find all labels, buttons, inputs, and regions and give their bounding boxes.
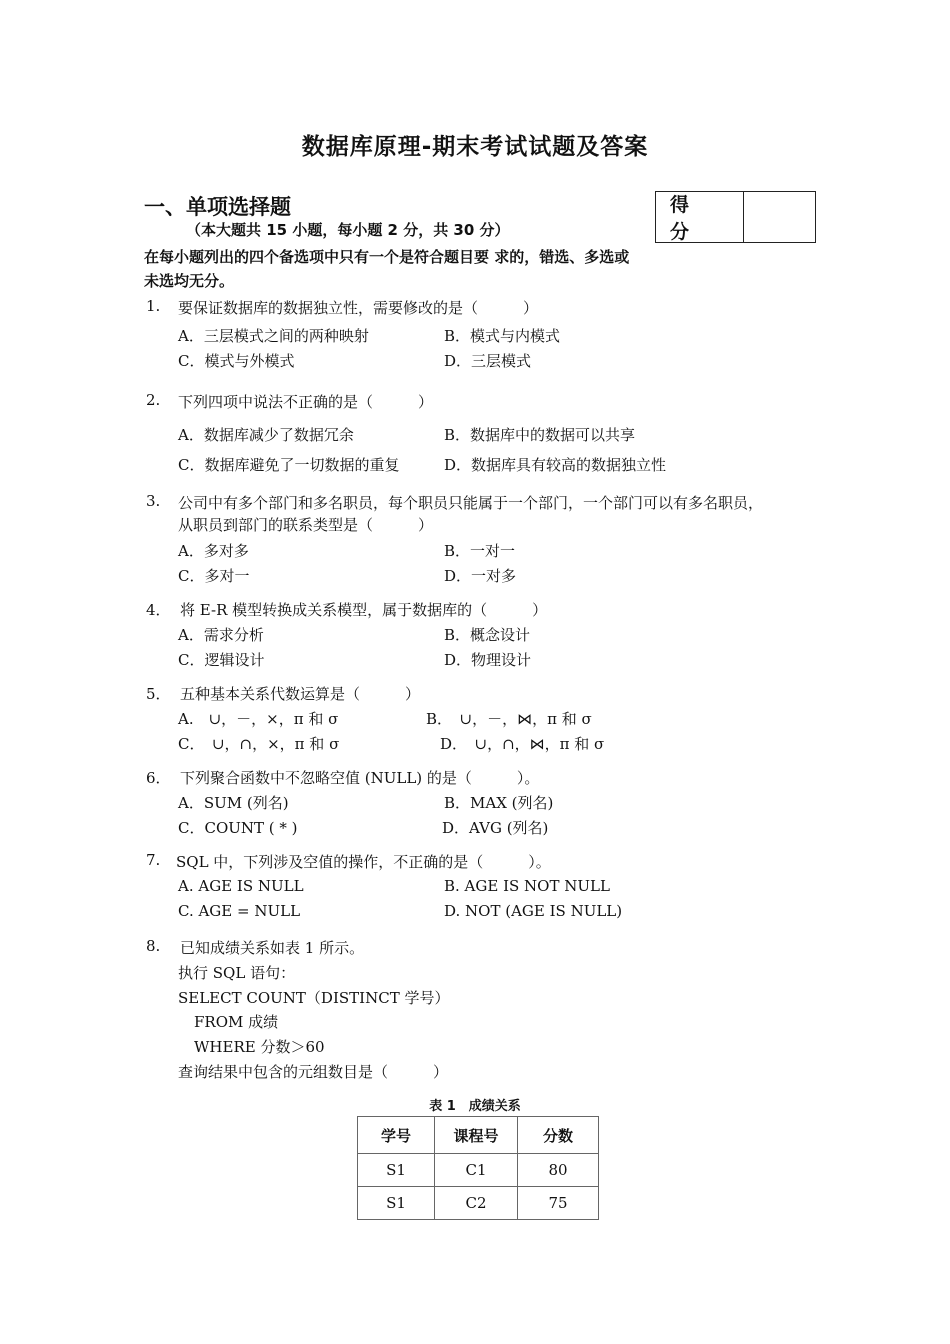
option-a: A. AGE IS NULL (178, 877, 304, 895)
score-label: 得分 (656, 192, 744, 242)
option-c: C．多对一 (178, 567, 250, 585)
section-instruction: 在每小题列出的四个备选项中只有一个是符合题目要 求的，错选、多选或未选均无分。 (144, 248, 630, 290)
option-c: C. AGE = NULL (178, 902, 301, 920)
question-number: 5． (146, 685, 171, 703)
question-stem-cont: 查询结果中包含的元组数目是（ ） (178, 1063, 449, 1081)
question-stem: 下列四项中说法不正确的是（ ） (178, 393, 434, 411)
table-caption: 表 1 成绩关系 (429, 1099, 521, 1114)
sql-line: WHERE 分数＞60 (194, 1038, 325, 1056)
table-header-row (358, 1117, 599, 1154)
question-number: 4． (146, 601, 171, 619)
table-header-cell: 分数 (518, 1117, 599, 1154)
option-d: D．物理设计 (444, 651, 532, 669)
option-d: D. NOT (AGE IS NULL) (444, 902, 623, 920)
option-d: D．AVG (列名) (442, 819, 549, 837)
question-number: 6． (146, 769, 171, 787)
option-a: A．SUM (列名) (178, 794, 289, 812)
question-stem-cont: 从职员到部门的联系类型是（ ） (178, 516, 434, 534)
option-a: A. ∪，－，×，π 和 σ (178, 710, 339, 728)
option-b: B． ∪，－，⋈，π 和 σ (426, 710, 592, 728)
option-c: C．COUNT ( * ) (178, 819, 298, 837)
question-number: 3. (146, 492, 161, 510)
score-value-field[interactable] (744, 192, 815, 242)
option-d: D． ∪，∩，⋈，π 和 σ (440, 735, 605, 753)
option-b: B. AGE IS NOT NULL (444, 877, 610, 895)
table-row (358, 1154, 599, 1187)
question-number: 2. (146, 391, 161, 409)
option-d: D．一对多 (444, 567, 517, 585)
table-cell: 75 (518, 1187, 599, 1220)
table-header-cell: 课程号 (435, 1117, 518, 1154)
option-b: B．一对一 (444, 542, 516, 560)
table-cell: 80 (518, 1154, 599, 1187)
score-box (655, 191, 816, 243)
grades-table (357, 1116, 599, 1220)
option-a: A．三层模式之间的两种映射 (178, 327, 369, 345)
table-cell: C1 (435, 1154, 518, 1187)
table-cell: S1 (358, 1187, 435, 1220)
option-b: B．数据库中的数据可以共享 (444, 426, 636, 444)
table-cell: S1 (358, 1154, 435, 1187)
table-row (358, 1187, 599, 1220)
option-c: C．数据库避免了一切数据的重复 (178, 456, 400, 474)
option-d: D．三层模式 (444, 352, 532, 370)
question-stem: 公司中有多个部门和多名职员，每个职员只能属于一个部门，一个部门可以有多名职员， (178, 494, 764, 512)
option-b: B．MAX (列名) (444, 794, 554, 812)
option-a: A．多对多 (178, 542, 249, 560)
question-stem: 要保证数据库的数据独立性，需要修改的是（ ） (178, 299, 539, 317)
page-title: 数据库原理-期末考试试题及答案 (301, 134, 649, 160)
question-stem: 五种基本关系代数运算是（ ） (180, 685, 421, 703)
option-b: B．模式与内模式 (444, 327, 561, 345)
question-stem: 已知成绩关系如表 1 所示。 (180, 939, 365, 957)
table-header-cell: 学号 (358, 1117, 435, 1154)
question-number: 7. (146, 851, 161, 869)
option-c: C．模式与外模式 (178, 352, 295, 370)
question-number: 8. (146, 937, 161, 955)
option-b: B．概念设计 (444, 626, 531, 644)
option-d: D．数据库具有较高的数据独立性 (444, 456, 667, 474)
question-stem: 将 E-R 模型转换成关系模型，属于数据库的（ ） (180, 601, 548, 619)
option-a: A．数据库减少了数据冗余 (178, 426, 354, 444)
question-stem: SQL 中，下列涉及空值的操作，不正确的是（ ）。 (176, 853, 551, 871)
sql-line: FROM 成绩 (194, 1013, 279, 1031)
table-cell: C2 (435, 1187, 518, 1220)
sql-line: SELECT COUNT（DISTINCT 学号） (178, 989, 450, 1007)
question-stem-cont: 执行 SQL 语句： (178, 964, 296, 982)
option-c: C．逻辑设计 (178, 651, 265, 669)
option-c: C． ∪，∩，×，π 和 σ (178, 735, 340, 753)
section-subheading: （本大题共 15 小题，每小题 2 分，共 30 分） (186, 221, 510, 239)
section-heading: 一、单项选择题 (144, 195, 291, 219)
question-stem: 下列聚合函数中不忽略空值 (NULL) 的是（ ）。 (180, 769, 540, 787)
option-a: A．需求分析 (178, 626, 264, 644)
question-number: 1. (146, 297, 161, 315)
